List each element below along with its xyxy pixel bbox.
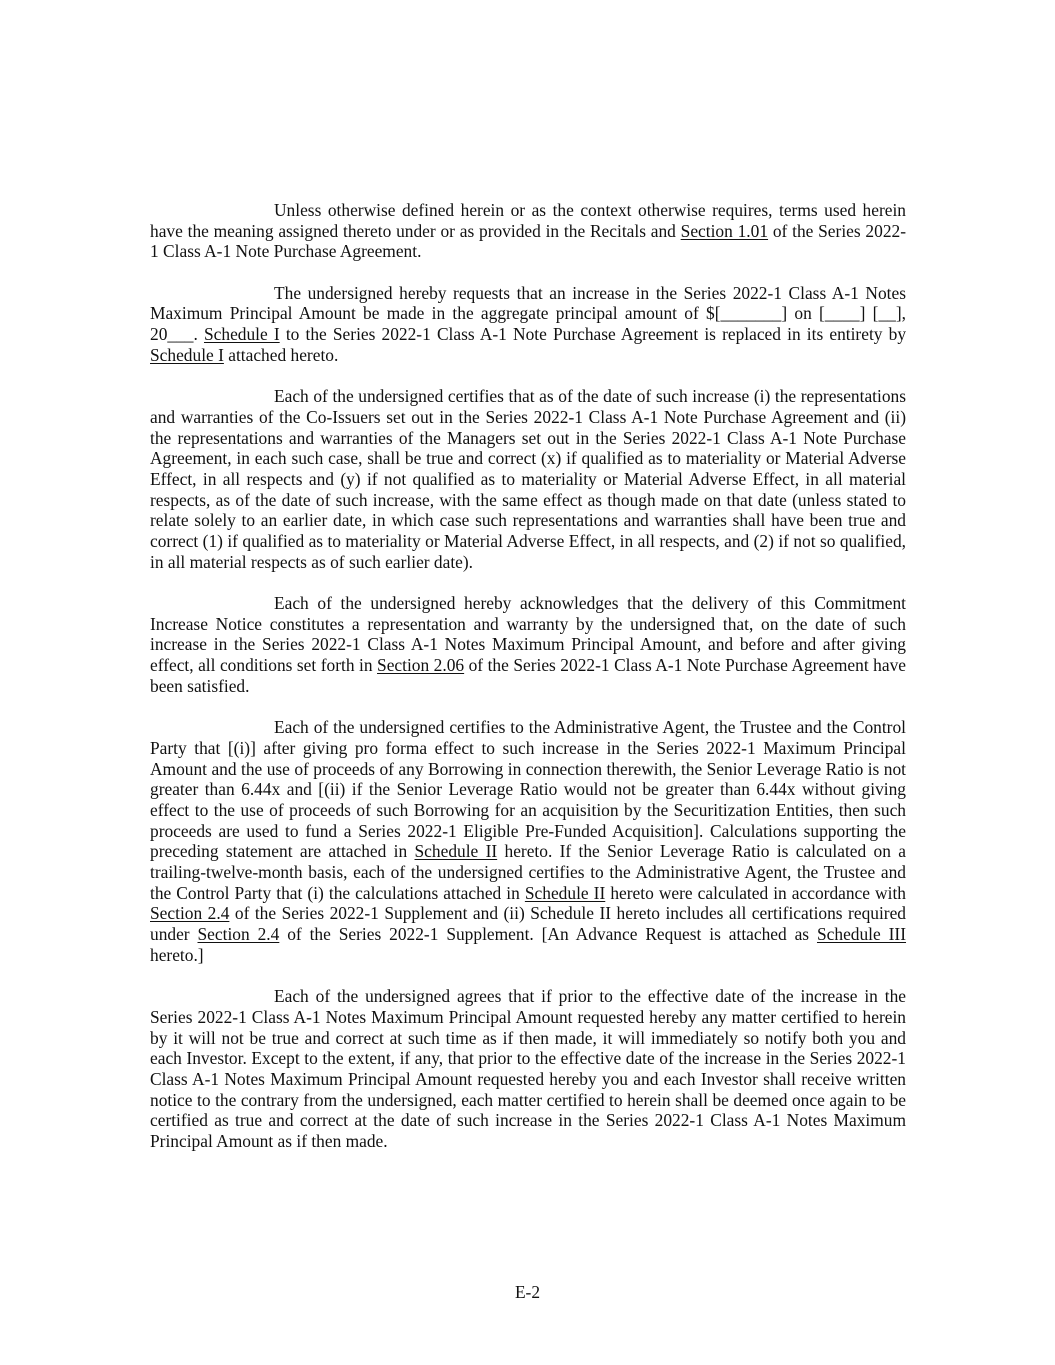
text-run: Unless otherwise defined herein or as the context otherwise requires, terms used herein have the meaning assigned thereto under or as provided in the Recitals and — [150, 200, 906, 241]
section-reference: Section 1.01 — [680, 220, 769, 241]
text-run: hereto. If the Senior Leverage Ratio is calculated on a trailing-twelve-month basis, each of the undersigned certifies to the Administrative Agent, the Trustee and the Control Party that (i) the calculations attached in — [150, 841, 906, 903]
schedule-reference: Schedule I — [150, 344, 224, 365]
text-run: Each of the undersigned certifies that as of the date of such increase (i) the representations and warranties of the Co-Issuers set out in the Series 2022-1 Class A-1 Note Purchase Agreement and (ii) the representations and warranties of the Managers set out in the Series 2022-1 Class A-1 Note Purchase Agreement, in each such case, shall be true and correct (x) if qualified as to materiality or Material Adverse Effect, in all respects and (y) if not qualified as to materiality or Material Adverse Effect, in all material respects, as of the date of such increase, with the same effect as though made on that date (unless stated to relate solely to an earlier date, in which case such representations and warranties shall have been true and correct (1) if qualified as to materiality or Material Adverse Effect, in all respects, and (2) if not so qualified, in all material respects as of such earlier date). — [150, 386, 906, 572]
text-run: hereto.] — [150, 944, 204, 965]
text-run: of the Series 2022-1 Supplement. [An Advance Request is attached as — [279, 924, 817, 945]
paragraph-notification-agreement — [150, 986, 906, 1152]
text-run: Each of the undersigned certifies to the Administrative Agent, the Trustee and the Control Party that [(i)] after giving pro forma effect to such increase in the Series 2022-1 Maximum Principal Amount and the use of proceeds of any Borrowing in connection therewith, the Senior Leverage Ratio is not greater than 6.44x and [(ii) if the Senior Leverage Ratio would not be greater than 6.44x without giving effect to the use of proceeds of such Borrowing for an acquisition by the Securitization Entities, then such proceeds are used to fund a Series 2022-1 Eligible Pre-Funded Acquisition]. Calculations supporting the preceding statement are attached in — [150, 717, 906, 862]
section-reference: Section 2.4 — [150, 903, 230, 924]
page-number: E-2 — [514, 1282, 541, 1302]
text-run: of the Series 2022-1 Class A-1 Note Purchase Agreement have been satisfied. — [150, 655, 906, 696]
paragraph-increase-request — [150, 283, 906, 366]
text-run: attached hereto. — [223, 344, 339, 365]
schedule-reference: Schedule II — [414, 841, 498, 862]
text-run: to the Series 2022-1 Class A-1 Note Purchase Agreement is replaced in its entirety by — [279, 324, 907, 345]
schedule-reference: Schedule II — [524, 882, 606, 903]
text-run: Each of the undersigned hereby acknowledges that the delivery of this Commitment Increase Notice constitutes a representation and warranty by the undersigned that, on the date of such increase in the Series 2022-1 Class A-1 Notes Maximum Principal Amount, and before and after giving effect, all conditions set forth in — [150, 593, 906, 676]
paragraph-representations — [150, 386, 906, 572]
text-run: of the Series 2022-1 Supplement and (ii) Schedule II hereto includes all certifications required under — [150, 903, 906, 945]
paragraph-acknowledgement — [150, 593, 906, 697]
section-reference: Section 2.4 — [197, 924, 280, 945]
schedule-reference: Schedule I — [203, 324, 280, 345]
schedule-reference: Schedule III — [816, 924, 907, 945]
text-run: hereto were calculated in accordance with — [605, 882, 906, 903]
section-reference: Section 2.06 — [377, 655, 465, 676]
paragraph-definitions — [150, 200, 906, 262]
text-run: Each of the undersigned agrees that if prior to the effective date of the increase in the Series 2022-1 Class A-1 Notes Maximum Principal Amount requested hereby any matter certified to herein by it will not be true and correct at such time as if then made, it will immediately so notify both you and each Investor. Except to the extent, if any, that prior to the effective date of the increase in the Series 2022-1 Class A-1 Notes Maximum Principal Amount requested hereby you and each Investor shall receive written notice to the contrary from the undersigned, each matter certified to herein shall be deemed once again to be certified as true and correct at the date of such increase in the Series 2022-1 Class A-1 Notes Maximum Principal Amount as if then made. — [150, 986, 906, 1152]
paragraph-leverage-certification — [150, 717, 906, 965]
document-body — [150, 200, 906, 1172]
text-run: The undersigned hereby requests that an increase in the Series 2022-1 Class A-1 Notes Maximum Principal Amount be made in the aggregate principal amount of $[_______] on [____] [__], 20___. — [150, 282, 906, 345]
text-run: of the Series 2022-1 Class A-1 Note Purchase Agreement. — [150, 220, 906, 262]
